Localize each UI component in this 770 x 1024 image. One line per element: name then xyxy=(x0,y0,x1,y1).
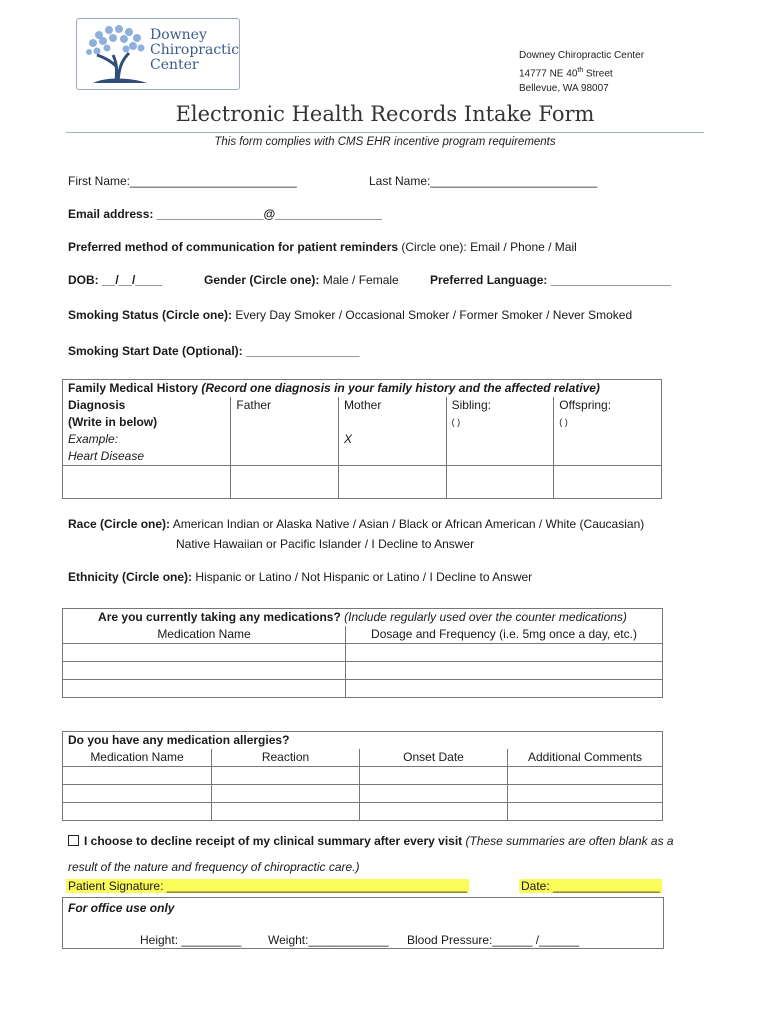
gender-label: Gender (Circle one): xyxy=(204,273,320,287)
decline-summary-note-continued: result of the nature and frequency of chiropractic care.) xyxy=(68,860,360,874)
table-row xyxy=(63,626,663,644)
language-label: Preferred Language: xyxy=(430,273,548,287)
decline-summary-option[interactable] xyxy=(68,834,674,848)
communication-preference[interactable] xyxy=(68,240,577,254)
form-subtitle: This form complies with CMS EHR incentive program requirements xyxy=(214,136,556,148)
table-row xyxy=(63,397,662,466)
weight-field[interactable]: Weight:____________ xyxy=(268,933,389,947)
first-name-field[interactable]: First Name:_________________________ xyxy=(68,174,297,188)
smoking-status[interactable] xyxy=(68,308,632,322)
sibling-input[interactable] xyxy=(446,466,554,499)
form-title: Electronic Health Records Intake Form xyxy=(175,102,595,126)
father-cell[interactable] xyxy=(231,397,339,466)
write-in-label: (Write in below) xyxy=(68,415,158,429)
medications-instruction: (Include regularly used over the counter medications) xyxy=(340,610,627,624)
example-diagnosis: Heart Disease xyxy=(68,449,145,463)
dosage-input[interactable] xyxy=(346,680,663,698)
onset-date-input[interactable] xyxy=(360,803,508,821)
offspring-input[interactable] xyxy=(554,466,662,499)
medications-table xyxy=(62,608,663,698)
communication-options[interactable]: (Circle one): Email / Phone / Mail xyxy=(398,240,577,254)
comments-input[interactable] xyxy=(508,785,663,803)
onset-date-input[interactable] xyxy=(360,767,508,785)
race-options[interactable]: American Indian or Alaska Native / Asian / Black or African American / White (Caucasian) xyxy=(170,517,645,531)
mother-header: Mother xyxy=(343,398,382,412)
medication-name-input[interactable] xyxy=(63,662,346,680)
ethnicity-label: Ethnicity (Circle one): xyxy=(68,570,193,584)
gender-options[interactable]: Male / Female xyxy=(319,273,399,287)
table-row xyxy=(63,732,663,750)
offspring-cell[interactable] xyxy=(554,397,662,466)
reaction-header: Reaction xyxy=(212,749,360,767)
diagnosis-header xyxy=(63,397,231,466)
mother-cell[interactable] xyxy=(338,397,446,466)
office-use-box xyxy=(62,897,664,949)
address-line-2 xyxy=(519,63,644,81)
mother-input[interactable] xyxy=(338,466,446,499)
allergy-medication-input[interactable] xyxy=(63,803,212,821)
address-line-3: Bellevue, WA 98007 xyxy=(519,83,609,95)
smoking-options[interactable]: Every Day Smoker / Occasional Smoker / Former Smoker / Never Smoked xyxy=(232,308,633,322)
smoking-start-field[interactable]: Smoking Start Date (Optional): _________________ xyxy=(68,344,360,358)
table-row xyxy=(63,767,663,785)
race-options-continued[interactable]: Native Hawaiian or Pacific Islander / I Decline to Answer xyxy=(176,537,475,551)
logo-text xyxy=(150,28,239,73)
reaction-input[interactable] xyxy=(212,803,360,821)
logo-line-3: Center xyxy=(150,57,199,73)
comments-input[interactable] xyxy=(508,803,663,821)
onset-date-input[interactable] xyxy=(360,785,508,803)
address-ordinal: th xyxy=(577,67,584,74)
table-row xyxy=(63,380,662,398)
race-field[interactable] xyxy=(68,517,644,531)
address-street-suffix: Street xyxy=(583,68,613,80)
sibling-cell[interactable] xyxy=(446,397,554,466)
offspring-specify[interactable]: ( ) xyxy=(559,417,568,427)
table-row xyxy=(63,680,663,698)
allergy-medication-header: Medication Name xyxy=(63,749,212,767)
family-history-table xyxy=(62,379,662,499)
family-history-instruction: (Record one diagnosis in your family history and the affected relative) xyxy=(198,381,600,395)
onset-date-header: Onset Date xyxy=(360,749,508,767)
signature-date-field[interactable]: Date: ________________ xyxy=(521,879,660,893)
allergy-medication-input[interactable] xyxy=(63,767,212,785)
sibling-specify[interactable]: ( ) xyxy=(451,417,461,427)
reaction-input[interactable] xyxy=(212,785,360,803)
communication-label: Preferred method of communication for patient reminders xyxy=(68,240,399,254)
allergies-question: Do you have any medication allergies? xyxy=(63,732,663,750)
allergies-table xyxy=(62,731,663,821)
title-rule xyxy=(66,132,704,133)
address-line-1: Downey Chiropractic Center xyxy=(519,50,645,61)
offspring-header: Offspring: xyxy=(559,398,612,412)
medication-name-header: Medication Name xyxy=(63,626,346,644)
height-field[interactable]: Height: _________ xyxy=(140,933,242,947)
medication-name-input[interactable] xyxy=(63,644,346,662)
diagnosis-label: Diagnosis xyxy=(68,398,126,412)
table-row xyxy=(63,662,663,680)
logo-line-2: Chiropractic xyxy=(150,42,240,58)
table-row xyxy=(63,749,663,767)
decline-summary-label: I choose to decline receipt of my clinical summary after every visit xyxy=(84,834,463,848)
address-street-number: 14777 NE 40 xyxy=(519,68,578,80)
medications-question-label: Are you currently taking any medications? xyxy=(98,610,341,624)
gender-field[interactable] xyxy=(204,273,399,287)
dosage-header: Dosage and Frequency (i.e. 5mg once a day, etc.) xyxy=(346,626,663,644)
example-mark: X xyxy=(343,432,352,446)
clinic-address xyxy=(519,48,644,96)
table-row xyxy=(63,785,663,803)
office-use-title: For office use only xyxy=(68,901,175,915)
sibling-header: Sibling: xyxy=(451,398,491,412)
family-history-header xyxy=(63,380,662,398)
decline-summary-note: (These summaries are often blank as a xyxy=(462,834,674,848)
last-name-field[interactable]: Last Name:_________________________ xyxy=(369,174,598,188)
dosage-input[interactable] xyxy=(346,662,663,680)
comments-input[interactable] xyxy=(508,767,663,785)
ethnicity-field[interactable] xyxy=(68,570,532,584)
allergy-medication-input[interactable] xyxy=(63,785,212,803)
tree-icon xyxy=(79,21,159,87)
family-history-label: Family Medical History xyxy=(68,381,199,395)
smoking-label: Smoking Status (Circle one): xyxy=(68,308,233,322)
medications-question xyxy=(63,609,663,627)
table-row xyxy=(63,644,663,662)
race-label: Race (Circle one): xyxy=(68,517,171,531)
language-field[interactable] xyxy=(430,273,671,287)
example-label: Example: xyxy=(68,432,119,446)
decline-summary-checkbox[interactable] xyxy=(68,835,79,846)
language-input[interactable]: __________________ xyxy=(547,273,671,287)
patient-signature-field[interactable]: Patient Signature: _____________________________________________ xyxy=(68,879,468,893)
dob-field[interactable]: DOB: __/__/____ xyxy=(68,273,163,287)
diagnosis-input[interactable] xyxy=(63,466,231,499)
father-header: Father xyxy=(236,398,272,412)
medication-name-input[interactable] xyxy=(63,680,346,698)
logo-line-1: Downey xyxy=(150,27,207,43)
ethnicity-options[interactable]: Hispanic or Latino / Not Hispanic or Latino / I Decline to Answer xyxy=(192,570,533,584)
table-row xyxy=(63,803,663,821)
reaction-input[interactable] xyxy=(212,767,360,785)
father-input[interactable] xyxy=(231,466,339,499)
comments-header: Additional Comments xyxy=(508,749,663,767)
blood-pressure-field[interactable]: Blood Pressure:______ /______ xyxy=(407,933,580,947)
table-row xyxy=(63,466,662,499)
dosage-input[interactable] xyxy=(346,644,663,662)
email-field[interactable]: Email address: ________________@________________ xyxy=(68,207,382,221)
table-row xyxy=(63,609,663,627)
